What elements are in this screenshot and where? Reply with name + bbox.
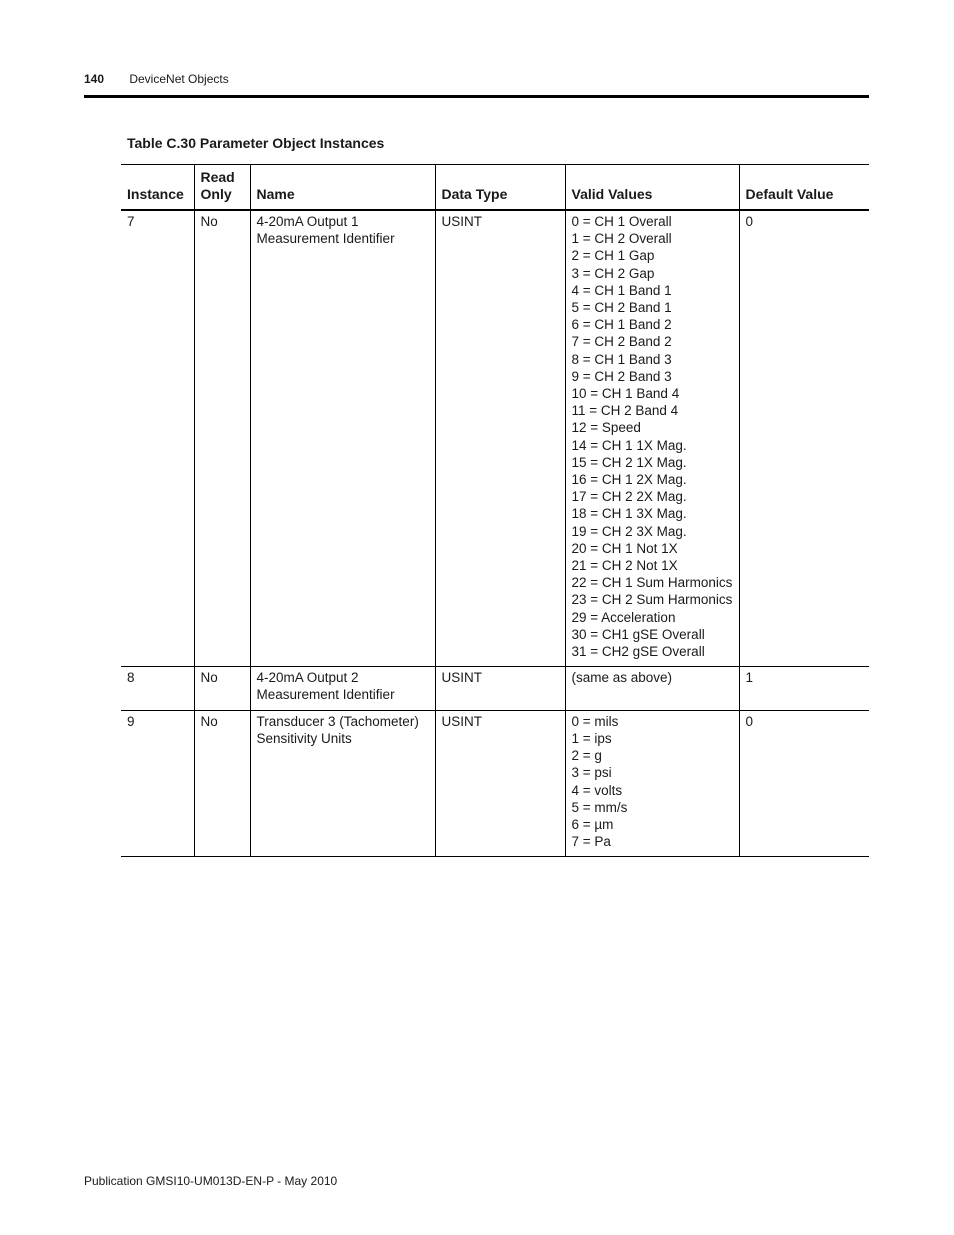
default-value-cell: 0: [739, 210, 869, 667]
valid-values-cell: [565, 667, 739, 710]
parameter-table: [121, 164, 869, 857]
instance-cell: 7: [121, 210, 194, 667]
name-cell: [250, 667, 435, 710]
valid-value-item: 18 = CH 1 3X Mag.: [571, 506, 687, 522]
valid-value-item: 0 = mils: [571, 713, 619, 729]
page-header: [84, 72, 229, 86]
valid-values-cell: [565, 210, 739, 667]
valid-value-item: 6 = µm: [571, 816, 614, 832]
name-cell: [250, 710, 435, 857]
default-value-cell: 1: [739, 667, 869, 710]
read-only-cell: No: [194, 667, 250, 710]
table-row: [121, 667, 869, 710]
valid-value-item: 9 = CH 2 Band 3: [571, 368, 672, 384]
valid-value-item: 20 = CH 1 Not 1X: [571, 540, 678, 556]
read-only-cell: No: [194, 710, 250, 857]
valid-value-item: 29 = Acceleration: [571, 609, 676, 625]
column-header-line: Read: [200, 169, 235, 185]
valid-value-item: 6 = CH 1 Band 2: [571, 317, 672, 333]
valid-value-item: 4 = volts: [571, 782, 623, 798]
data-type-cell: USINT: [435, 710, 565, 857]
name-line: Measurement Identifier: [256, 687, 395, 703]
column-header: Instance: [121, 165, 194, 211]
valid-value-item: 7 = CH 2 Band 2: [571, 334, 672, 350]
valid-value-item: 5 = mm/s: [571, 799, 628, 815]
valid-values-cell: [565, 710, 739, 857]
valid-value-item: 21 = CH 2 Not 1X: [571, 558, 678, 574]
valid-value-item: 3 = CH 2 Gap: [571, 265, 655, 281]
valid-value-item: 11 = CH 2 Band 4: [571, 403, 679, 419]
read-only-cell: No: [194, 210, 250, 667]
valid-value-item: 14 = CH 1 1X Mag.: [571, 437, 687, 453]
valid-value-item: 10 = CH 1 Band 4: [571, 386, 680, 402]
valid-value-item: 22 = CH 1 Sum Harmonics: [571, 575, 733, 591]
data-type-cell: USINT: [435, 210, 565, 667]
table-caption: Table C.30 Parameter Object Instances: [127, 135, 385, 151]
valid-value-item: 0 = CH 1 Overall: [571, 214, 672, 229]
table-row: [121, 210, 869, 667]
publication-footer: Publication GMSI10-UM013D-EN-P - May 2010: [84, 1174, 338, 1188]
valid-value-item: 5 = CH 2 Band 1: [571, 300, 672, 316]
instance-cell: 9: [121, 710, 194, 857]
header-rule: [84, 95, 869, 98]
valid-value-item: 15 = CH 2 1X Mag.: [571, 454, 687, 470]
column-header: Data Type: [435, 165, 565, 211]
valid-value-item: 4 = CH 1 Band 1: [571, 282, 672, 298]
name-line: Transducer 3 (Tachometer): [256, 713, 419, 729]
instance-cell: 8: [121, 667, 194, 710]
valid-value-item: 1 = CH 2 Overall: [571, 231, 672, 247]
section-title: DeviceNet Objects: [129, 72, 229, 86]
name-line: 4-20mA Output 1: [256, 214, 359, 229]
page-number: 140: [84, 72, 105, 86]
valid-value-item: 1 = ips: [571, 730, 612, 746]
valid-value-item: (same as above): [571, 670, 673, 686]
valid-value-item: 7 = Pa: [571, 834, 611, 850]
column-header-line: Only: [200, 186, 232, 202]
valid-value-item: 2 = g: [571, 748, 602, 764]
default-value-cell: 0: [739, 710, 869, 857]
valid-value-item: 3 = psi: [571, 765, 612, 781]
valid-value-item: 23 = CH 2 Sum Harmonics: [571, 592, 733, 608]
name-line: Measurement Identifier: [256, 231, 395, 247]
data-type-cell: USINT: [435, 667, 565, 710]
table-header-row: [121, 165, 869, 211]
valid-value-item: 31 = CH2 gSE Overall: [571, 644, 705, 660]
table-row: [121, 710, 869, 857]
name-cell: [250, 210, 435, 667]
column-header: Name: [250, 165, 435, 211]
column-header: [194, 165, 250, 211]
valid-value-item: 17 = CH 2 2X Mag.: [571, 489, 687, 505]
column-header: Default Value: [739, 165, 869, 211]
valid-value-item: 2 = CH 1 Gap: [571, 248, 655, 264]
name-line: Sensitivity Units: [256, 730, 352, 746]
column-header: Valid Values: [565, 165, 739, 211]
valid-value-item: 19 = CH 2 3X Mag.: [571, 523, 687, 539]
valid-value-item: 16 = CH 1 2X Mag.: [571, 472, 687, 488]
valid-value-item: 8 = CH 1 Band 3: [571, 351, 672, 367]
name-line: 4-20mA Output 2: [256, 670, 359, 686]
valid-value-item: 12 = Speed: [571, 420, 641, 436]
valid-value-item: 30 = CH1 gSE Overall: [571, 626, 705, 642]
